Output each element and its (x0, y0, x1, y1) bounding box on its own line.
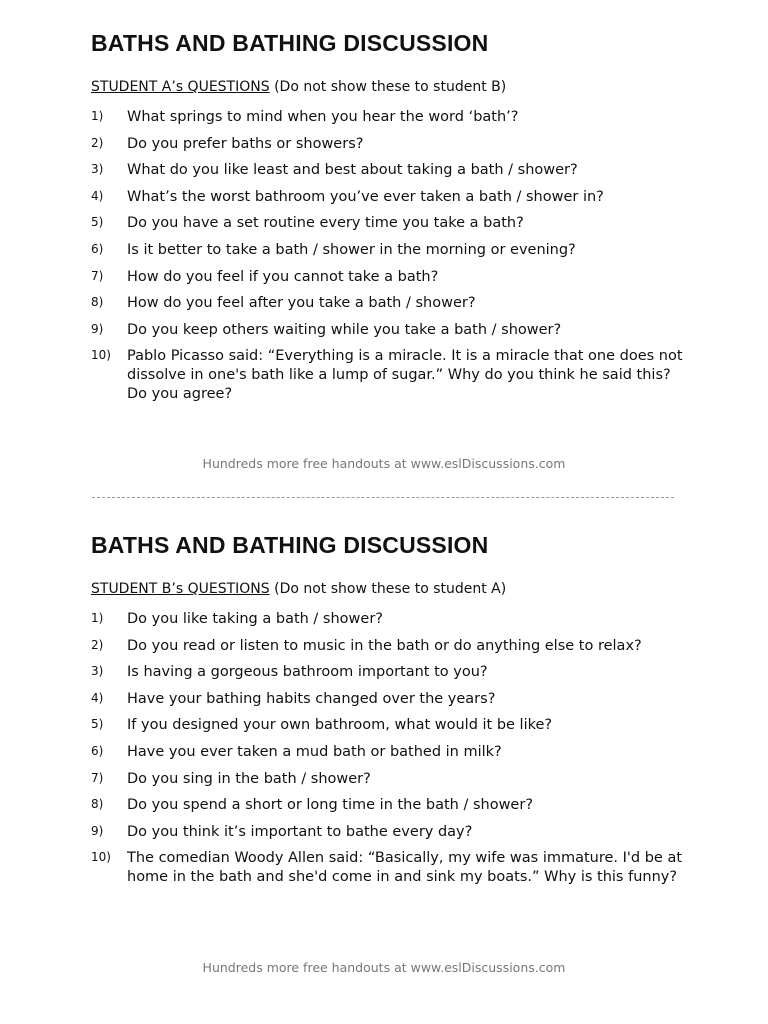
section-note: (Do not show these to student A) (274, 581, 507, 597)
section-note: (Do not show these to student B) (274, 79, 507, 95)
question-text: Do you keep others waiting while you take a bath / shower? (127, 321, 562, 338)
question-number: 6) (91, 241, 104, 256)
question-text: Have you ever taken a mud bath or bathed in milk? (127, 743, 502, 760)
question-item (91, 690, 691, 709)
question-number: 2) (91, 637, 104, 652)
question-item (91, 637, 691, 656)
question-item (91, 188, 691, 207)
question-number: 9) (91, 321, 104, 336)
question-text: How do you feel after you take a bath / shower? (127, 295, 476, 312)
section-subtitle (91, 579, 691, 599)
question-item (91, 268, 691, 287)
question-item (91, 743, 691, 762)
question-number: 3) (91, 664, 104, 679)
question-item (91, 108, 691, 127)
question-item (91, 610, 691, 629)
question-text: What springs to mind when you hear the word ‘bath’? (127, 109, 519, 125)
question-text: Is it better to take a bath / shower in the morning or evening? (127, 241, 576, 258)
question-item (91, 214, 691, 233)
footer-link-text: Hundreds more free handouts at www.eslDiscussions.com (202, 960, 566, 975)
question-text: What’s the worst bathroom you’ve ever taken a bath / shower in? (127, 188, 604, 205)
question-item (91, 347, 691, 404)
question-item (91, 135, 691, 154)
footer-link-text: Hundreds more free handouts at www.eslDiscussions.com (202, 456, 566, 471)
question-number: 1) (91, 109, 104, 123)
question-number: 1) (91, 611, 104, 625)
question-number: 5) (91, 215, 104, 230)
section-subtitle (91, 77, 691, 97)
question-list (91, 610, 691, 887)
student-a-section (91, 28, 691, 412)
cut-line-divider (92, 497, 674, 498)
question-text: Do you spend a short or long time in the bath / shower? (127, 797, 534, 814)
question-item (91, 716, 691, 735)
question-number: 4) (91, 690, 104, 705)
question-text: Do you sing in the bath / shower? (127, 770, 371, 787)
question-number: 4) (91, 188, 104, 203)
question-item (91, 294, 691, 313)
student-b-section (91, 530, 691, 895)
question-text: The comedian Woody Allen said: “Basically, my wife was immature. I'd be at home in the bath and she'd come in and sink my boats.” Why is this funny? (127, 850, 683, 886)
question-number: 7) (91, 268, 104, 283)
question-number: 8) (91, 295, 104, 310)
question-number: 7) (91, 770, 104, 785)
question-number: 10) (91, 348, 111, 363)
question-list (91, 108, 691, 404)
page-title: BATHS AND BATHING DISCUSSION (91, 532, 489, 558)
question-text: Do you like taking a bath / shower? (127, 611, 383, 627)
question-number: 5) (91, 717, 104, 732)
question-item (91, 823, 691, 842)
question-item (91, 770, 691, 789)
question-number: 9) (91, 823, 104, 838)
question-item (91, 796, 691, 815)
question-text: Do you prefer baths or showers? (127, 135, 364, 152)
question-text: What do you like least and best about taking a bath / shower? (127, 162, 578, 179)
question-number: 10) (91, 850, 111, 865)
student-label: STUDENT B’s QUESTIONS (91, 581, 270, 597)
question-text: Have your bathing habits changed over the years? (127, 690, 496, 707)
student-label: STUDENT A’s QUESTIONS (91, 79, 270, 95)
question-text: Pablo Picasso said: “Everything is a miracle. It is a miracle that one does not dissolve in one's bath like a lump of sugar.” Why do you think he said this? Do you agree? (127, 348, 683, 403)
question-item (91, 849, 691, 887)
question-number: 2) (91, 135, 104, 150)
question-item (91, 663, 691, 682)
question-number: 3) (91, 162, 104, 177)
question-item (91, 241, 691, 260)
question-text: If you designed your own bathroom, what would it be like? (127, 717, 553, 734)
question-item (91, 321, 691, 340)
question-text: Is having a gorgeous bathroom important to you? (127, 664, 488, 681)
question-text: Do you think it’s important to bathe every day? (127, 823, 473, 840)
question-item (91, 161, 691, 180)
question-number: 8) (91, 797, 104, 812)
question-text: Do you have a set routine every time you take a bath? (127, 215, 524, 232)
question-text: Do you read or listen to music in the bath or do anything else to relax? (127, 637, 642, 654)
question-text: How do you feel if you cannot take a bath? (127, 268, 439, 285)
question-number: 6) (91, 743, 104, 758)
page-title: BATHS AND BATHING DISCUSSION (91, 30, 489, 56)
